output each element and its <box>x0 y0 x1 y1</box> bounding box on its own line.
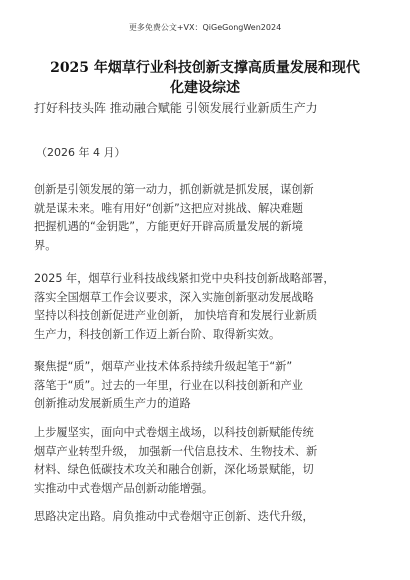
paragraph-line: 把握机遇的“金钥匙”，方能更好开辟高质量发展的新境 <box>34 220 303 234</box>
document-title <box>40 58 370 98</box>
paragraph-line: 思路决定出路。肩负推动中式卷烟守正创新、迭代升级， <box>34 510 314 523</box>
paragraph-line: 落笔于“质”。过去的一年里，行业在以科技创新和产业 <box>34 378 303 392</box>
document-subtitle: 打好科技头阵 推动融合赋能 引领发展行业新质生产力 <box>34 101 318 115</box>
paragraph-line: 界。 <box>34 238 57 252</box>
paragraph-line: 就是谋未来。唯有用好“创新”这把应对挑战、解决难题 <box>34 201 303 215</box>
title-line-2: 化建设综述 <box>170 80 240 96</box>
paragraph-5 <box>34 508 376 527</box>
header-note: 更多免费公文+VX：QiGeGongWen2024 <box>128 23 282 32</box>
paragraph-line: 2025 年，烟草行业科技战线紧扣党中央科技创新战略部署， <box>34 272 335 285</box>
paragraph-line: 生产力，科技创新工作迈上新台阶、取得新实效。 <box>34 327 281 341</box>
paragraph-2 <box>34 270 376 344</box>
paragraph-line: 坚持以科技创新促进产业创新， 加快培育和发展行业新质 <box>34 309 318 323</box>
paragraph-line: 创新是引领发展的第一动力，抓创新就是抓发展，谋创新 <box>34 183 314 196</box>
paragraph-4 <box>34 424 376 498</box>
paragraph-line: 聚焦提“质”，烟草产业技术体系持续升级起笔于“新” <box>34 360 293 373</box>
document-date: （2026 年 4 月） <box>36 146 126 159</box>
paragraph-line: 上步履坚实，面向中式卷烟主战场，以科技创新赋能传统 <box>34 426 314 439</box>
paragraph-3 <box>34 358 376 414</box>
title-line-1: 2025 年烟草行业科技创新支撑高质量发展和现代 <box>50 60 360 76</box>
paragraph-line: 实推动中式卷烟产品创新动能增强。 <box>34 481 214 495</box>
paragraph-line: 材料、绿色低碳技术攻关和融合创新，深化场景赋能，切 <box>34 463 314 477</box>
paragraph-line: 落实全国烟草工作会议要求，深入实施创新驱动发展战略 <box>34 290 314 304</box>
paragraph-1 <box>34 181 376 255</box>
paragraph-line: 创新推动发展新质生产力的道路 <box>34 397 191 411</box>
paragraph-line: 烟草产业转型升级， 加强新一代信息技术、生物技术、新 <box>34 444 318 458</box>
